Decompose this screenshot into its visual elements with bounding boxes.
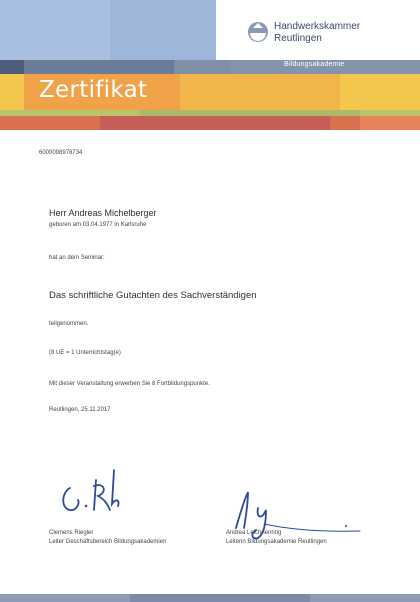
participation-text: teilgenommen. [49,321,89,327]
academy-label: Bildungsakademie [284,61,345,68]
header-stripe-left [0,60,24,74]
birth-info: geboren am 03.04.1977 in Karlsruhe [49,222,147,228]
certificate-title: Zertifikat [39,77,148,103]
chamber-name-line2: Reutlingen [274,33,322,44]
left-signer-role: Leiter Geschäftsbereich Bildungsakademien [49,539,167,545]
right-signer-name: Andrea Leichnenring [226,530,282,536]
header-blue-band-mid [110,0,216,60]
footer-band-2 [130,594,310,602]
teaching-units: (8 UE = 1 Unterrichtstag(e) [49,350,121,356]
certificate-number: 6000098978734 [39,150,83,156]
signature-left [58,464,128,516]
red-band-3 [360,116,420,130]
recipient-name: Herr Andreas Michelberger [49,208,157,218]
chamber-name [274,21,360,45]
left-signer-name: Clemens Riegler [49,530,94,536]
seminar-intro: hat an dem Seminar: [49,255,105,261]
right-signer-role: Leiterin Bildungsakademie Reutlingen [226,539,327,545]
header-stripe-mid [24,60,174,74]
course-title: Das schriftliche Gutachten des Sachverständigen [49,290,257,301]
chamber-logo-icon [247,21,269,43]
title-band-orange-2 [180,74,340,110]
chamber-name-line1: Handwerkskammer [274,21,361,32]
red-band-2 [100,116,330,130]
training-points: Mit dieser Veranstaltung erwerben Sie 8 Fortbildungspunkte. [49,381,210,387]
place-and-date: Reutlingen, 25.11.2017 [49,407,111,413]
